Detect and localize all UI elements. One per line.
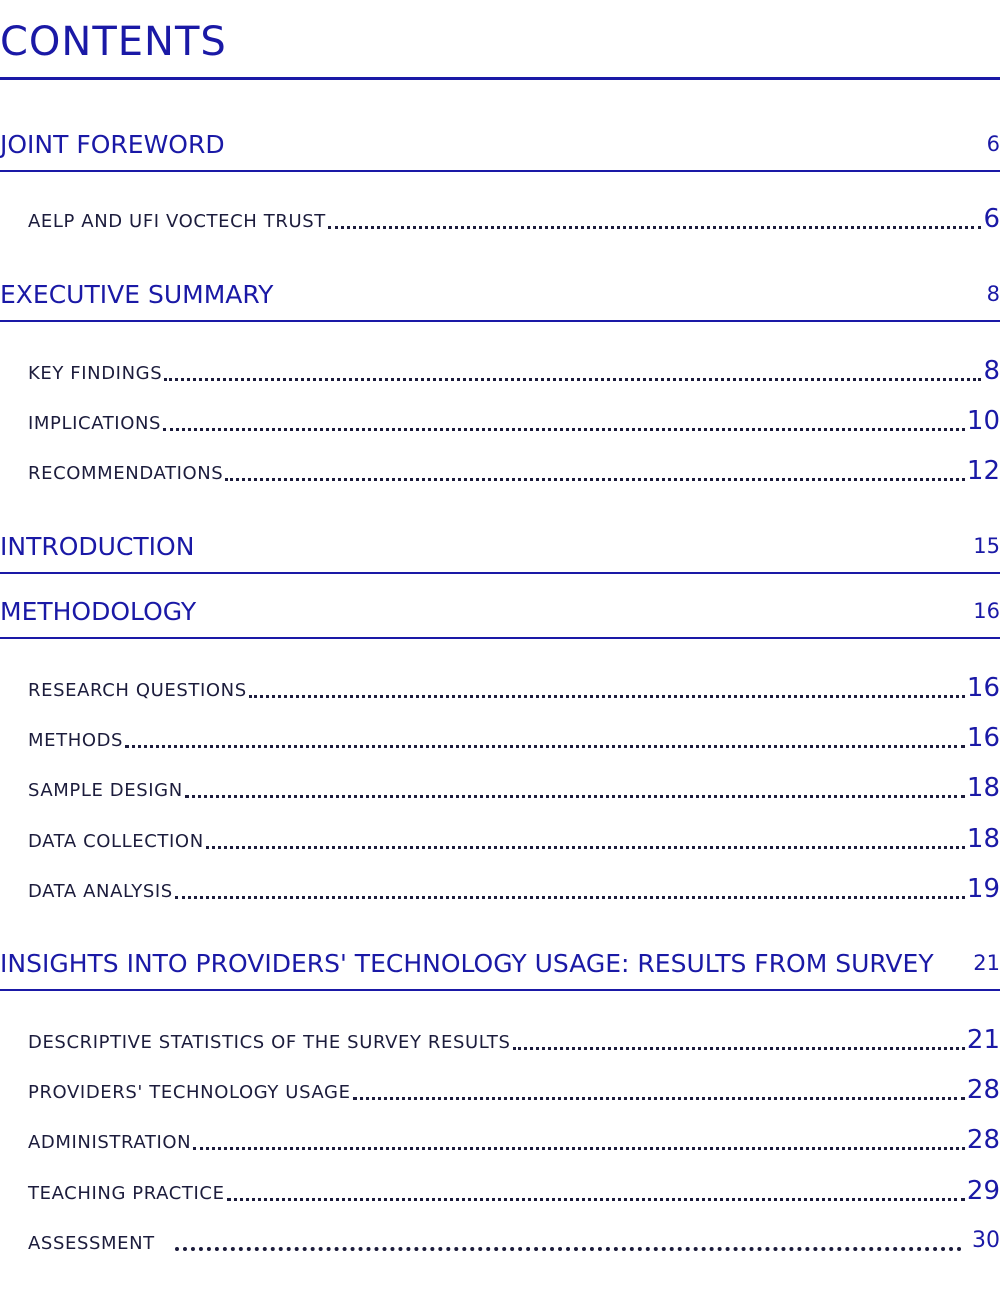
toc-entry-page: 16 bbox=[966, 723, 1000, 753]
section-divider bbox=[0, 320, 1000, 322]
toc-entry-page: 28 bbox=[966, 1125, 1000, 1155]
toc-entry[interactable] bbox=[28, 673, 1000, 703]
toc-entry[interactable] bbox=[28, 1025, 1000, 1055]
toc-entry-page: 29 bbox=[966, 1176, 1000, 1206]
toc-entry[interactable] bbox=[28, 723, 1000, 753]
dot-leader bbox=[175, 896, 965, 899]
dot-leader bbox=[249, 695, 965, 698]
toc-entry-page: 18 bbox=[966, 773, 1000, 803]
toc-entry-label: IMPLICATIONS bbox=[28, 413, 162, 434]
dot-leader bbox=[206, 846, 965, 849]
toc-entry[interactable] bbox=[28, 204, 1000, 234]
toc-section-label: EXECUTIVE SUMMARY bbox=[0, 279, 274, 309]
toc-entry-label: SAMPLE DESIGN bbox=[28, 780, 183, 801]
toc-entry[interactable] bbox=[28, 406, 1000, 436]
toc-section-page: 8 bbox=[986, 282, 1000, 306]
toc-entry[interactable] bbox=[28, 356, 1000, 386]
toc-entry-label: DESCRIPTIVE STATISTICS OF THE SURVEY RESULTS bbox=[28, 1032, 511, 1053]
toc-entry-page: 30 bbox=[972, 1228, 1000, 1253]
toc-entry-page: 19 bbox=[966, 874, 1000, 904]
toc-entry-label: KEY FINDINGS bbox=[28, 363, 163, 384]
toc-entry-label: TEACHING PRACTICE bbox=[28, 1183, 225, 1204]
toc-entry-label: AELP AND UFI VOCTECH TRUST bbox=[28, 211, 326, 232]
toc-entry-label: RECOMMENDATIONS bbox=[28, 463, 224, 484]
toc-section-page: 21 bbox=[973, 951, 1000, 975]
section-divider bbox=[0, 572, 1000, 574]
toc-entry[interactable] bbox=[28, 773, 1000, 803]
toc-section-page: 15 bbox=[973, 534, 1000, 558]
dot-leader bbox=[164, 378, 981, 381]
toc-section-label: JOINT FOREWORD bbox=[0, 129, 225, 159]
toc-section-label: INTRODUCTION bbox=[0, 531, 195, 561]
toc-entry[interactable] bbox=[28, 824, 1000, 854]
toc-entry-label: DATA ANALYSIS bbox=[28, 881, 173, 902]
section-divider bbox=[0, 170, 1000, 172]
toc-section-label: INSIGHTS INTO PROVIDERS' TECHNOLOGY USAGE: RESULTS FROM SURVEY bbox=[0, 948, 934, 978]
toc-entry-page: 12 bbox=[966, 456, 1000, 486]
dot-leader bbox=[328, 226, 982, 229]
toc-section[interactable] bbox=[0, 593, 1000, 629]
toc-entry[interactable] bbox=[28, 456, 1000, 486]
toc-section-page: 6 bbox=[986, 132, 1000, 156]
title-divider bbox=[0, 77, 1000, 80]
page-title: CONTENTS bbox=[0, 19, 227, 65]
toc-section[interactable] bbox=[0, 528, 1000, 564]
toc-entry-page: 6 bbox=[983, 204, 1000, 234]
toc-entry-page: 8 bbox=[983, 356, 1000, 386]
dot-leader bbox=[513, 1047, 965, 1050]
toc-entry-page: 10 bbox=[966, 406, 1000, 436]
dot-leader bbox=[185, 795, 965, 798]
dot-leader bbox=[225, 478, 965, 481]
toc-entry[interactable] bbox=[28, 1176, 1000, 1206]
toc-entry-page: 21 bbox=[966, 1025, 1000, 1055]
dot-leader bbox=[125, 745, 965, 748]
dot-leader bbox=[163, 428, 965, 431]
section-divider bbox=[0, 637, 1000, 639]
toc-section-label: METHODOLOGY bbox=[0, 596, 197, 626]
toc-entry[interactable] bbox=[28, 1075, 1000, 1105]
toc-entry-page: 16 bbox=[966, 673, 1000, 703]
toc-entry-label: ADMINISTRATION bbox=[28, 1132, 192, 1153]
toc-entry-label: DATA COLLECTION bbox=[28, 831, 204, 852]
toc-section[interactable] bbox=[0, 945, 1000, 981]
toc-entry[interactable] bbox=[28, 1125, 1000, 1155]
toc-entry-label: METHODS bbox=[28, 730, 124, 751]
toc-entry[interactable] bbox=[28, 1226, 1000, 1256]
toc-section-page: 16 bbox=[973, 599, 1000, 623]
toc-entry[interactable] bbox=[28, 874, 1000, 904]
toc-entry-page: 18 bbox=[966, 824, 1000, 854]
toc-entry-label: ASSESSMENT bbox=[28, 1233, 155, 1254]
toc-section[interactable] bbox=[0, 126, 1000, 162]
toc-entry-label: PROVIDERS' TECHNOLOGY USAGE bbox=[28, 1082, 351, 1103]
dot-leader bbox=[175, 1247, 962, 1251]
dot-leader bbox=[193, 1147, 965, 1150]
dot-leader bbox=[227, 1198, 965, 1201]
toc-entry-page: 28 bbox=[966, 1075, 1000, 1105]
toc-section[interactable] bbox=[0, 276, 1000, 312]
dot-leader bbox=[353, 1097, 965, 1100]
section-divider bbox=[0, 989, 1000, 991]
toc-entry-label: RESEARCH QUESTIONS bbox=[28, 680, 247, 701]
